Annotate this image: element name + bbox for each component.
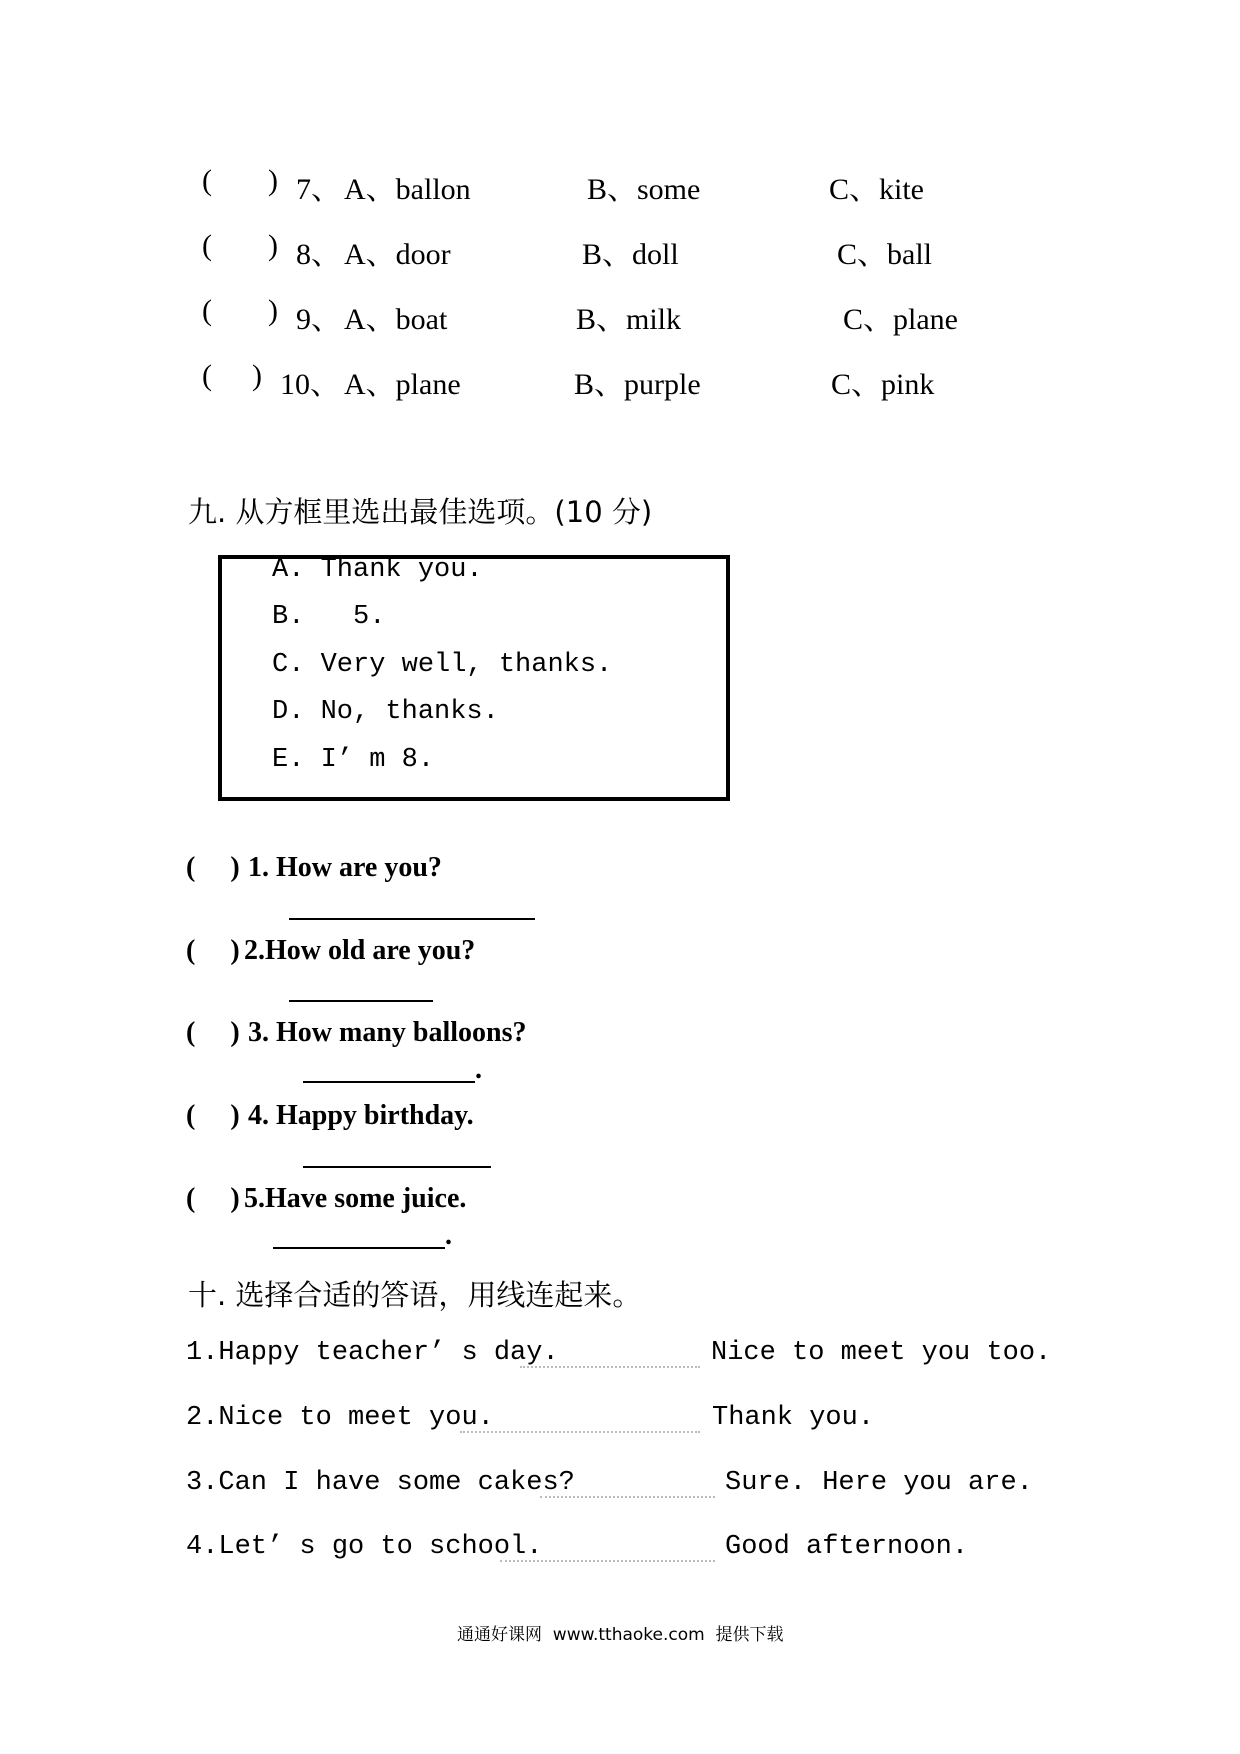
answer-paren: ( )	[186, 1183, 240, 1214]
option-b-line: B. 5.	[272, 602, 386, 632]
dotted-leader	[540, 1496, 715, 1498]
option-a: A、plane	[344, 368, 461, 401]
option-a-line: A. Thank you.	[272, 555, 483, 585]
answer-paren-open: (	[202, 294, 212, 327]
option-c-line: C. Very well, thanks.	[272, 650, 613, 680]
option-c: C、plane	[843, 303, 958, 336]
section9-heading: 九. 从方框里选出最佳选项。(10 分)	[188, 495, 653, 529]
dotted-leader	[500, 1560, 715, 1562]
question-number: 8、	[296, 238, 341, 271]
option-b: B、doll	[582, 238, 679, 271]
answer-line[interactable]	[303, 1081, 475, 1083]
answer-line[interactable]	[289, 918, 535, 920]
answer-paren-close: )	[268, 164, 278, 197]
match-left-item[interactable]: 2.Nice to meet you.	[186, 1403, 494, 1433]
match-right-item[interactable]: Nice to meet you too.	[711, 1338, 1052, 1368]
section10-heading: 十. 选择合适的答语，用线连起来。	[188, 1278, 642, 1312]
match-right-item[interactable]: Good afternoon.	[725, 1532, 969, 1562]
sentence-period: .	[445, 1220, 452, 1251]
dialogue-question: 5.Have some juice.	[244, 1183, 467, 1214]
option-a: A、boat	[344, 303, 448, 336]
dialogue-question: 2.How old are you?	[244, 935, 476, 966]
dialogue-question: 4. Happy birthday.	[248, 1100, 474, 1131]
dialogue-question: 1. How are you?	[248, 852, 442, 883]
option-a: A、door	[344, 238, 451, 271]
answer-paren: ( )	[186, 1100, 240, 1131]
dotted-leader	[520, 1366, 700, 1368]
option-c: C、ball	[837, 238, 932, 271]
answer-paren-open: (	[202, 359, 212, 392]
option-b: B、purple	[574, 368, 701, 401]
match-right-item[interactable]: Sure. Here you are.	[725, 1468, 1033, 1498]
dialogue-question: 3. How many balloons?	[248, 1017, 527, 1048]
footer-note: 通通好课网 www.tthaoke.com 提供下载	[457, 1625, 784, 1645]
answer-line[interactable]	[303, 1166, 491, 1168]
option-b: B、milk	[576, 303, 682, 336]
option-d-line: D. No, thanks.	[272, 697, 499, 727]
answer-paren-close: )	[268, 229, 278, 262]
answer-paren: ( )	[186, 852, 240, 883]
answer-paren: ( )	[186, 1017, 240, 1048]
match-left-item[interactable]: 4.Let’ s go to school.	[186, 1532, 543, 1562]
option-a: A、ballon	[344, 173, 471, 206]
answer-paren-close: )	[252, 359, 262, 392]
answer-paren-open: (	[202, 229, 212, 262]
question-number: 9、	[296, 303, 341, 336]
sentence-period: .	[475, 1054, 482, 1085]
answer-line[interactable]	[273, 1247, 445, 1249]
match-left-item[interactable]: 3.Can I have some cakes?	[186, 1468, 575, 1498]
option-e-line: E. I’ m 8.	[272, 745, 435, 775]
question-number: 7、	[296, 173, 341, 206]
match-left-item[interactable]: 1.Happy teacher’ s day.	[186, 1338, 559, 1368]
option-c: C、kite	[829, 173, 924, 206]
option-b: B、some	[587, 173, 701, 206]
option-c: C、pink	[831, 368, 935, 401]
answer-paren-close: )	[268, 294, 278, 327]
question-number: 10、	[280, 368, 340, 401]
dotted-leader	[460, 1431, 700, 1433]
answer-paren: ( )	[186, 935, 240, 966]
answer-paren-open: (	[202, 164, 212, 197]
match-right-item[interactable]: Thank you.	[712, 1403, 875, 1433]
answer-line[interactable]	[289, 1000, 433, 1002]
